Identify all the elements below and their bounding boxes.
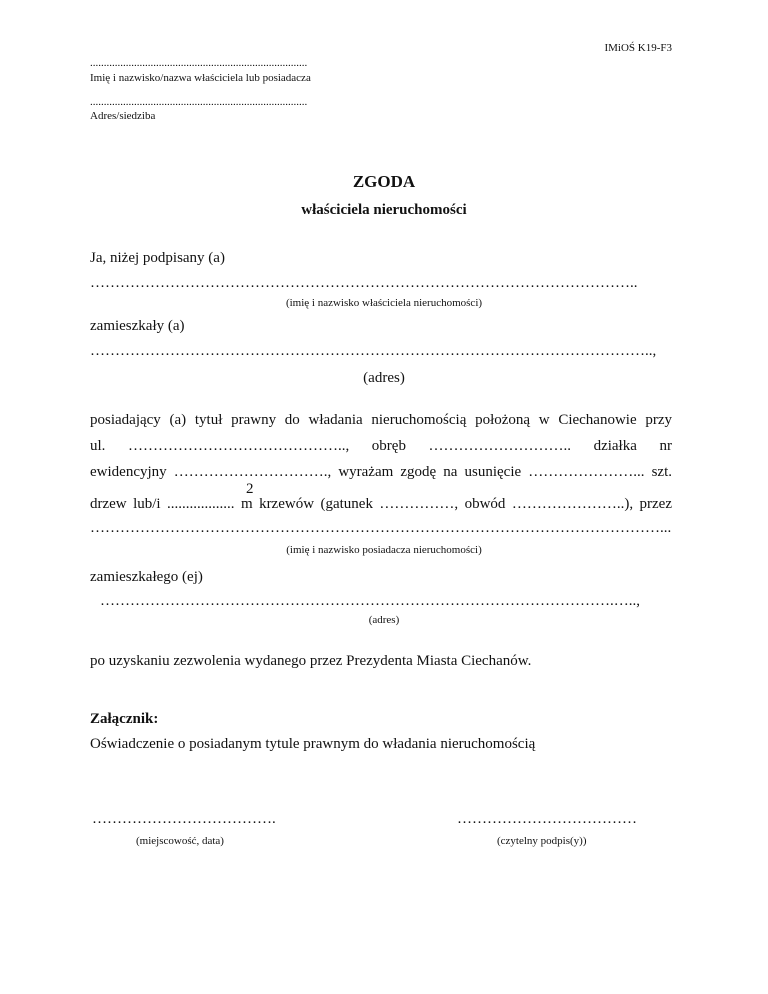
holder-residence-line: ………………………………………………………………………………………….….., <box>100 593 640 609</box>
area-superscript: 2 <box>246 481 254 497</box>
address-dots: ............................................................................... <box>90 96 308 108</box>
holder-residence-caption: (adres) <box>368 614 400 626</box>
place-date-line: ………………………………. <box>92 811 276 827</box>
address-label: Adres/siedziba <box>90 110 156 122</box>
residence-caption: (adres) <box>363 370 405 386</box>
place-date-caption: (miejscowość, data) <box>136 835 224 847</box>
document-subtitle: właściciela nieruchomości <box>301 202 467 218</box>
residence-line: ………………………………………………………………………………………………….., <box>90 343 657 359</box>
signature-line: ……………………………… <box>457 811 637 827</box>
street-dots: …………………………………….., <box>127 438 350 454</box>
dzialka-label: działka <box>593 438 637 454</box>
holder-name-line: ……………………………………………………………………………………………………... <box>90 520 672 536</box>
attachment-label: Załącznik: <box>90 711 159 727</box>
permit-text: po uzyskaniu zezwolenia wydanego przez Prezydenta Miasta Ciechanów. <box>90 653 532 669</box>
obreb-label: obręb <box>371 438 406 454</box>
owner-name-caption: (imię i nazwisko właściciela nieruchomości) <box>285 297 483 309</box>
holder-name-caption: (imię i nazwisko posiadacza nieruchomości) <box>286 544 482 556</box>
document-title: ZGODA <box>352 172 416 191</box>
form-code: IMiOŚ K19-F3 <box>604 42 672 54</box>
owner-label: Imię i nazwisko/nazwa właściciela lub posiadacza <box>90 72 311 84</box>
body-line-4: drzew lub/i .................. m krzewów (gatunek ……………, obwód …………………..), przez <box>90 496 672 512</box>
residence-intro: zamieszkały (a) <box>90 318 185 334</box>
owner-name-line: ……………………………………………………………………………………………….. <box>90 275 638 291</box>
attachment-text: Oświadczenie o posiadanym tytule prawnym do władania nieruchomością <box>90 736 536 752</box>
nr-label: nr <box>659 438 672 454</box>
obreb-dots: ……………………….. <box>428 438 572 454</box>
body-line-1: posiadający (a) tytuł prawny do władania nieruchomością położoną w Ciechanowie przy <box>90 412 672 428</box>
holder-residence-intro: zamieszkałego (ej) <box>90 569 203 585</box>
signature-caption: (czytelny podpis(y)) <box>497 835 587 847</box>
owner-intro: Ja, niżej podpisany (a) <box>90 250 225 266</box>
body-line-3: ewidencyjny …………………………., wyrażam zgodę na usunięcie …………………... szt. <box>90 464 672 480</box>
body-line-2 <box>90 438 672 455</box>
ul-label: ul. <box>90 438 106 454</box>
owner-dots: ............................................................................... <box>90 57 308 69</box>
